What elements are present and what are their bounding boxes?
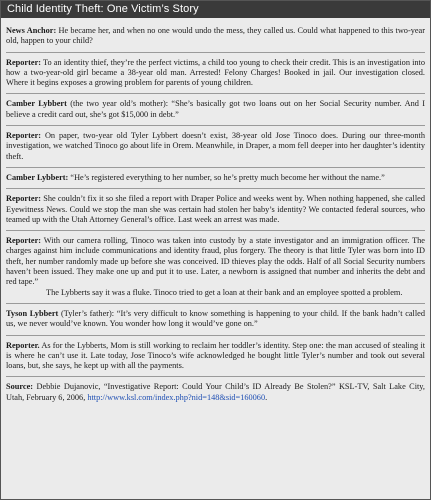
source-citation (6, 378, 425, 403)
speaker-label: News Anchor: (6, 26, 57, 35)
speaker-label: Reporter. (6, 340, 40, 350)
divider (6, 93, 425, 94)
speaker-label: Reporter: (6, 131, 42, 141)
paragraph-tail-text: The Lybberts say it was a fluke. Tinoco tried to get a loan at their bank and an employee spotted a problem. (46, 287, 403, 297)
document-body (1, 18, 430, 403)
speaker-label: Reporter: (6, 57, 42, 67)
divider (6, 188, 425, 189)
divider (6, 303, 425, 304)
paragraph-text: (the two year old’s mother): “She’s basically got two loans out on her Social Security number. And I believe a credit card out, she’s got $15,000 in debt.” (6, 99, 425, 119)
paragraph-text: With our camera rolling, Tinoco was taken into custody by a state investigator and an immigration officer. The charges against him include communications and identity fraud, plus forgery. The theory is that little Tyler was born into ID theft, her number randomly made up before she was conceived. ID thieves play the odds. Half of all Social Security numbers haven’t been issued. They make one up and put it to use. Later, a newborn is assigned that number and inherits the debt and red tape.” (6, 236, 425, 287)
divider (6, 376, 425, 377)
paragraph-text: (Tyler’s father): “It’s very difficult to know something is happening to your child. If the bank hadn’t called us, we never would’ve known. You wonder how long it would’ve gone on.” (6, 308, 426, 329)
paragraph-camber-2 (6, 169, 425, 187)
paragraph-text: “He’s registered everything to her number, so he’s pretty much become her without the name.” (68, 172, 385, 182)
paragraph-text: She couldn’t fix it so she filed a report with Draper Police and weeks went by. When nothing happened, she called Eyewitness News. Could we stop the man she was certain had stolen her baby’s identity? We contacted federal sources, who teamed up with the Utah Attorney General’s office. Last week an arrest was made. (6, 194, 425, 224)
divider (6, 167, 425, 168)
divider (6, 52, 425, 53)
source-text: Debbie Dujanovic, “Investigative Report: Could Your Child’s ID Already Be Stolen?” KSL-TV, Salt Lake City, Utah, February 6, 2006, (6, 382, 425, 402)
paragraph-reporter-3 (6, 190, 425, 229)
divider (6, 335, 425, 336)
paragraph-text: As for the Lybberts, Mom is still working to reclaim her toddler’s identity. Step one: the man accused of stealing it is where he can’t use it. Late today, Jose Tinoco’s wife acknowledged he bought little Tyler’s number and took out several loans, but, she says, he kept up with all the payments. (6, 340, 425, 371)
speaker-label: Camber Lybbert (6, 99, 67, 109)
paragraph-text: To an identity thief, they’re the perfect victims, a child too young to check their credit. This is an investigation into how a two-year-old girl became a 38-year old man. Arrested! Felony Charges! Booked in jail. Our investigation closed. Where it begins exposes a growing problem for parents of young children. (6, 57, 425, 88)
speaker-label: Tyson Lybbert (6, 308, 59, 318)
divider (6, 230, 425, 231)
paragraph-camber-1 (6, 95, 425, 124)
source-label: Source: (6, 382, 34, 392)
speaker-label: Camber Lybbert: (6, 172, 69, 182)
speaker-label: Reporter: (6, 194, 42, 204)
source-link[interactable]: http://www.ksl.com/index.php?nid=148&sid=160060 (87, 392, 266, 402)
paragraph-reporter-4 (6, 232, 425, 302)
paragraph-reporter-5 (6, 337, 425, 376)
paragraph-reporter-1 (6, 54, 425, 93)
document-title: Child Identity Theft: One Victim’s Story (1, 1, 430, 18)
paragraph-tyson (6, 305, 425, 334)
speaker-label: Reporter: (6, 236, 42, 246)
paragraph-text: On paper, two-year old Tyler Lybbert doesn’t exist, 38-year old Jose Tinoco does. During our three-month investigation, we watched Tinoco go about life in Orem. Meanwhile, in Draper, a mom fell deeper into her daughter’s identity theft. (6, 131, 425, 161)
paragraph-news-anchor (6, 22, 425, 51)
paragraph-reporter-2 (6, 127, 425, 166)
paragraph-text: He became her, and when no one would undo the mess, they called us. Could what happened to this two-year old, happen to your child? (6, 26, 425, 46)
divider (6, 125, 425, 126)
source-end: . (265, 392, 268, 402)
